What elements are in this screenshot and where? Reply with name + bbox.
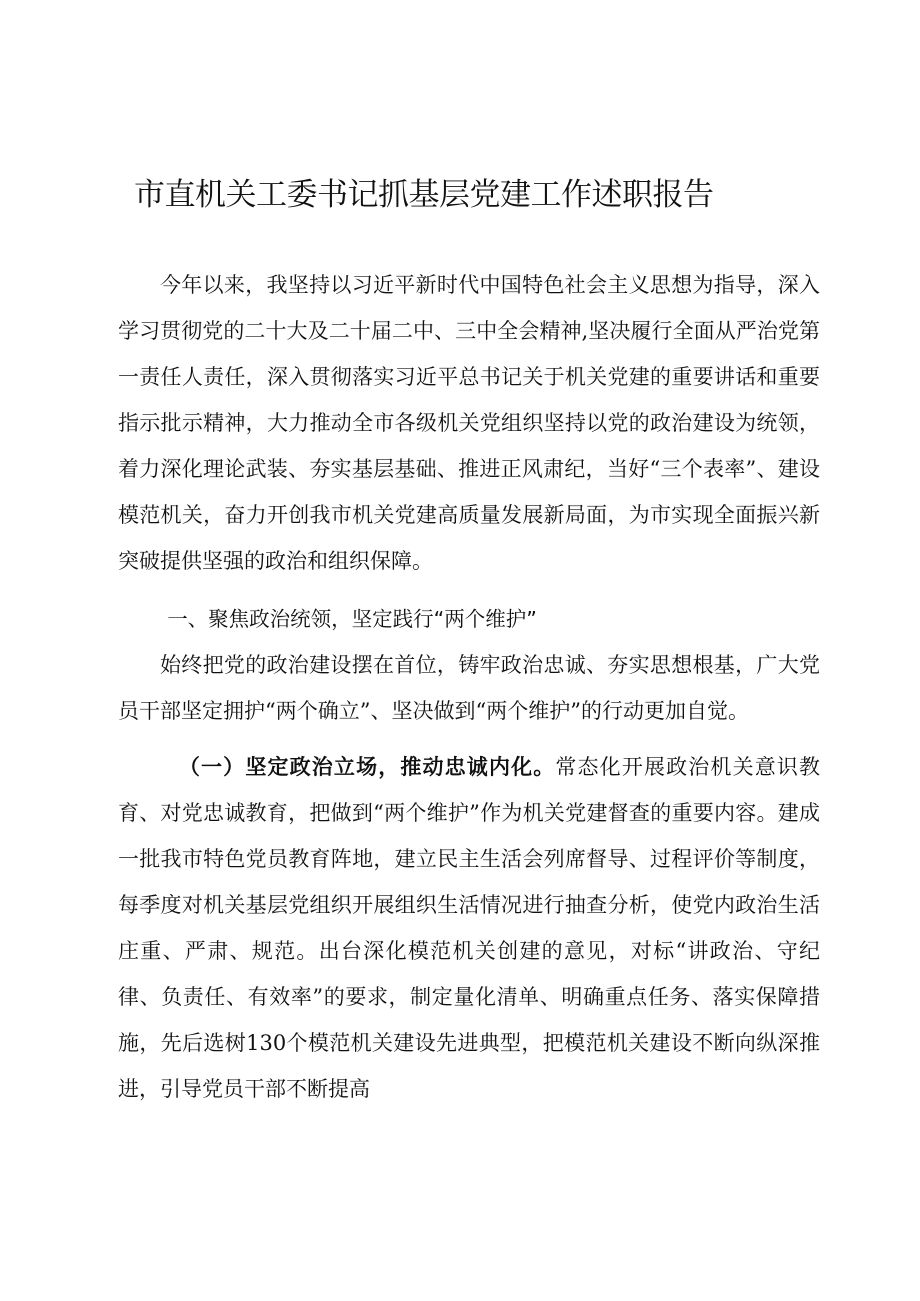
subsection-paragraph: [118, 744, 820, 1112]
section-summary-paragraph: 始终把党的政治建设摆在首位，铸牢政治忠诚、夯实思想根基，广大党员干部坚定拥护“两个确立”、坚决做到“两个维护”的行动更加自觉。: [118, 653, 820, 723]
document-title: 市直机关工委书记抓基层党建工作述职报告: [134, 177, 714, 213]
document-body: [118, 262, 820, 1112]
section-heading: 一、聚焦政治统领，坚定践行“两个维护”: [167, 607, 537, 631]
intro-paragraph: 今年以来，我坚持以习近平新时代中国特色社会主义思想为指导，深入学习贯彻党的二十大及二十届二中、三中全会精神,坚决履行全面从严治党第一责任人责任，深入贯彻落实习近平总书记关于机关党建的重要讲话和重要指示批示精神，大力推动全市各级机关党组织坚持以党的政治建设为统领，着力深化理论武装、夯实基层基础、推进正风肃纪，当好“三个表率”、建设模范机关，奋力开创我市机关党建高质量发展新局面，为市实现全面振兴新突破提供坚强的政治和组织保障。: [118, 273, 820, 573]
subsection-lead: （一）坚定政治立场，推动忠诚内化。: [178, 754, 556, 779]
subsection-text: 常态化开展政治机关意识教育、对党忠诚教育，把做到“两个维护”作为机关党建督查的重要内容。建成一批我市特色党员教育阵地，建立民主生活会列席督导、过程评价等制度，每季度对机关基层党组织开展组织生活情况进行抽查分析，使党内政治生活庄重、严肃、规范。出台深化模范机关创建的意见，对标“讲政治、守纪律、负责任、有效率”的要求，制定量化清单、明确重点任务、落实保障措施，先后选树130个模范机关建设先进典型，把模范机关建设不断向纵深推进，引导党员干部不断提高: [118, 755, 821, 1101]
